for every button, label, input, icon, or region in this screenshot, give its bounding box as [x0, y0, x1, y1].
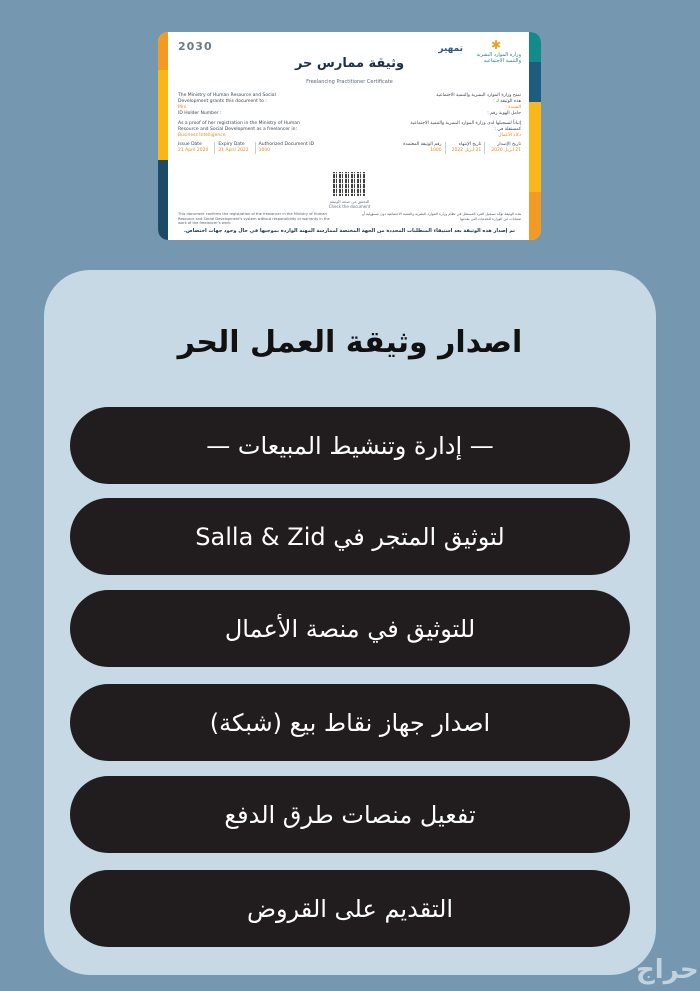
service-button-pos-device[interactable]: اصدار جهاز نقاط بيع (شبكة) — [70, 684, 630, 761]
en-line-name: Mrs. — [178, 105, 188, 110]
ar-dates — [361, 142, 521, 154]
check-en: Check the document — [328, 204, 371, 209]
footer-en: This document confirms the registration of the freelancer in the Ministry of Human Resource and Social Development's system without responsibility or warranty in the work of the freelancer's work. — [178, 212, 330, 225]
ar-line: إثباتاً لتسجيلها لدى وزارة الموارد البشرية والتنمية الاجتماعية — [410, 121, 521, 126]
service-button-store-verification[interactable]: لتوثيق المتجر في Salla & Zid — [70, 498, 630, 575]
haraj-watermark: حراج — [636, 955, 699, 985]
ar-line: تمنح وزارة الموارد البشرية والتنمية الاجتماعية — [436, 93, 521, 98]
ar-line: حامل الهوية رقم : — [487, 111, 521, 116]
date-label: Expiry Date — [218, 142, 245, 147]
ar-line: كمستقلة في : — [494, 127, 521, 132]
en-line: The Ministry of Human Resource and Social — [178, 93, 276, 98]
ar-line-name: السيدة : — [505, 105, 521, 110]
service-button-business-platform[interactable]: للتوثيق في منصة الأعمال — [70, 590, 630, 667]
date-value: 1000 — [430, 148, 442, 153]
footer-ar: هذه الوثيقة تؤكد تسجيل الفرد المستقل في نظام وزارة الموارد البشرية والتنمية الاجتماعية دون مسؤولية أو ضمانات من الوزارة للخدمات التي يقدمها — [362, 212, 521, 221]
certificate-arabic-column — [361, 93, 521, 154]
date-label: رقم الوثيقة المعتمدة — [403, 142, 442, 147]
certificate-english-column — [178, 93, 348, 154]
date-value: 21 April 2020 — [178, 148, 209, 153]
date-value: 21 أبريل 2020 — [491, 148, 521, 153]
panel-heading: اصدار وثيقة العمل الحر — [177, 325, 523, 360]
date-label: Authorized Document ID — [258, 142, 315, 147]
check-ar: التحقق من صحة الوثيقة — [329, 199, 370, 204]
date-label: Issue Date — [178, 142, 202, 147]
qr-code-icon — [333, 172, 365, 196]
en-line-field: Business Intelligence — [178, 133, 226, 138]
ar-line-field: ذكاء الأعمال — [498, 133, 521, 138]
date-value: 21 أبريل 2022 — [451, 148, 482, 153]
en-dates — [178, 142, 348, 154]
en-line: Development grants this document to : — [178, 99, 267, 104]
date-label: تاريخ الإنتهاء — [458, 142, 482, 147]
date-value: 1000 — [258, 148, 271, 153]
service-button-loans[interactable]: التقديم على القروض — [70, 870, 630, 947]
certificate-title-en: Freelancing Practitioner Certificate — [306, 79, 393, 85]
en-line: As a proof of her registration in the Ministry of Human — [178, 121, 300, 126]
check-document-caption — [158, 199, 541, 209]
ministry-logo-text: وزارة الموارد البشرية والتنمية الاجتماعية — [476, 52, 521, 64]
ar-line: هذه الوثيقة لـ : — [493, 99, 521, 104]
service-button-payment-platforms[interactable]: تفعيل منصات طرق الدفع — [70, 776, 630, 853]
ministry-star-icon: ✱ — [490, 38, 502, 52]
tamheer-logo: تمهير — [438, 44, 463, 54]
footer-main: تم إصدار هذه الوثيقة بعد استيفاء المتطلبات المحددة من الجهة المختصة لممارسة المهنة الواردة بموجبها في حال وجود جهات اختصاص. — [183, 228, 516, 234]
certificate-image — [158, 32, 541, 240]
vision-2030-logo: 2030 — [178, 40, 213, 53]
en-line: ID Holder Number : — [178, 111, 222, 116]
certificate-title-ar: وثيقة ممارس حر — [294, 56, 405, 71]
service-button-sales-management[interactable]: — إدارة وتنشيط المبيعات — — [70, 407, 630, 484]
en-line: Resource and Social Development as a freelancer in: — [178, 127, 298, 132]
date-label: تاريخ الإصدار — [497, 142, 521, 147]
date-value: 21 April 2022 — [218, 148, 249, 153]
